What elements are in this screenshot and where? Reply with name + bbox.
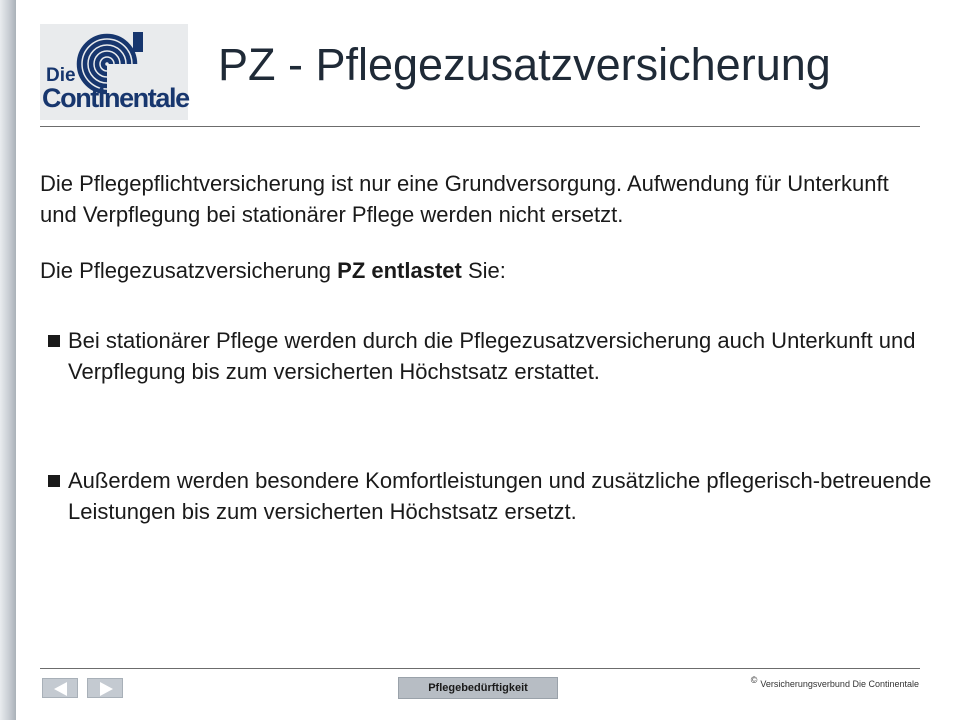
prev-slide-button[interactable]	[42, 678, 78, 698]
left-decorative-bar	[0, 0, 16, 720]
relief-prefix: Die Pflegezusatzversicherung	[40, 258, 338, 283]
relief-statement	[40, 255, 930, 286]
intro-paragraph: Die Pflegepflichtversicherung ist nur eine Grundversorgung. Aufwendung für Unterkunft und Verpflegung bei stationärer Pflege werden nicht ersetzt.	[40, 171, 889, 227]
bullet-item-stationary	[48, 325, 938, 387]
relief-suffix: Sie:	[461, 258, 506, 283]
triangle-right-icon	[88, 679, 124, 699]
bullet-square-icon	[48, 475, 60, 487]
slide-title: PZ - Pflegezusatzversicherung	[218, 39, 831, 90]
copyright-notice	[751, 675, 919, 689]
section-tab-pflegebeduerftigkeit[interactable]: Pflegebedürftigkeit	[398, 677, 558, 699]
title-divider	[40, 126, 920, 127]
logo-text-continentale: Continentale	[42, 83, 189, 113]
company-logo	[40, 24, 188, 120]
relief-bold-text: PZ entlastet	[337, 258, 462, 283]
next-slide-button[interactable]	[87, 678, 123, 698]
copyright-symbol: ©	[750, 675, 758, 685]
bullet-item-comfort	[48, 465, 938, 527]
bullet-text: Bei stationärer Pflege werden durch die Pflegezusatzversicherung auch Unterkunft und Verpflegung bis zum versicherten Höchstsatz erstattet.	[68, 328, 916, 384]
copyright-text: Versicherungsverbund Die Continentale	[760, 679, 919, 689]
bullet-text: Außerdem werden besondere Komfortleistungen und zusätzliche pflegerisch-betreuende Leistungen bis zum versicherten Höchstsatz ersetzt.	[68, 468, 932, 524]
footer-divider	[40, 668, 920, 669]
bullet-square-icon	[48, 335, 60, 347]
logo-text-die: Die	[46, 65, 76, 86]
triangle-left-icon	[43, 679, 79, 699]
